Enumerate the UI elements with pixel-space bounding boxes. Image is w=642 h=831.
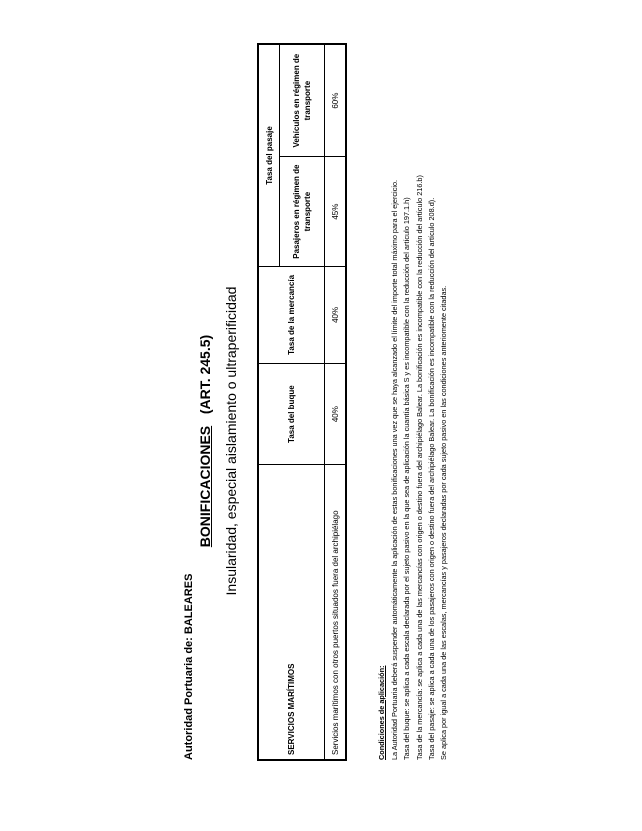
condition-line: Tasa del pasaje: se aplica a cada una de los pasajeros con origen o destino fuera del archipiélago Balear. La bonificación es incompatible con la reducción del artículo 208.d). [426, 197, 436, 760]
header-vehiculos-regimen: Vehículos en régimen de transporte [280, 44, 325, 157]
row-service-label: Servicios marítimos con otros puertos situados fuera del archipiélago [325, 465, 347, 760]
header-servicios-maritimos: SERVICIOS MARÍTIMOS [258, 465, 325, 760]
condition-line: Se aplica por igual a cada una de las escalas, mercancías y pasajeros declaradas por cada sujeto pasivo en las condiciones anteriomente citadas. [439, 285, 449, 760]
port-authority-heading: Autoridad Portuaria de: BALEARES [183, 573, 195, 760]
conditions-title: Condiciones de aplicación: [377, 665, 386, 760]
title-main: BONIFICACIONES [197, 425, 213, 548]
condition-line: Tasa del buque: se aplica a cada escala declarada por el sujeto pasivo en la que sea de aplicación la cuantía básica S y es incompatible con la reducción del artículo 197.1.h) [402, 197, 412, 760]
conditions-section [377, 40, 451, 760]
table-row [325, 44, 347, 760]
header-tasa-buque: Tasa del buque [258, 363, 325, 465]
condition-line: La Autoridad Portuaria deberá suspender automáticamente la aplicación de estas bonificaciones una vez que se haya alcanzado el límite del importe total máximo para el ejercicio. [390, 179, 399, 760]
cell-vehiculos-value: 60% [325, 44, 347, 157]
document-subtitle: Insularidad, especial aislamiento o ultraperificidad [223, 286, 239, 596]
header-tasa-mercancia: Tasa de la mercancía [258, 267, 325, 364]
title-article: (ART. 245.5) [197, 334, 213, 415]
cell-tasa-buque-value: 40% [325, 363, 347, 465]
header-tasa-pasaje: Tasa del pasaje [258, 44, 280, 267]
condition-line: Tasa de la mercancía: se aplica a cada una de las mercancías con origen o destino fuera del archipiélago Balear. La bonificación es incompatible con la reducción del artículo 216.b) [414, 175, 424, 760]
cell-tasa-mercancia-value: 40% [325, 267, 347, 364]
document-title [197, 291, 213, 591]
bonificaciones-table [257, 43, 347, 761]
header-pasajeros-regimen: Pasajeros en régimen de transporte [280, 157, 325, 267]
cell-pasajeros-value: 45% [325, 157, 347, 267]
table-header-row [258, 44, 280, 760]
